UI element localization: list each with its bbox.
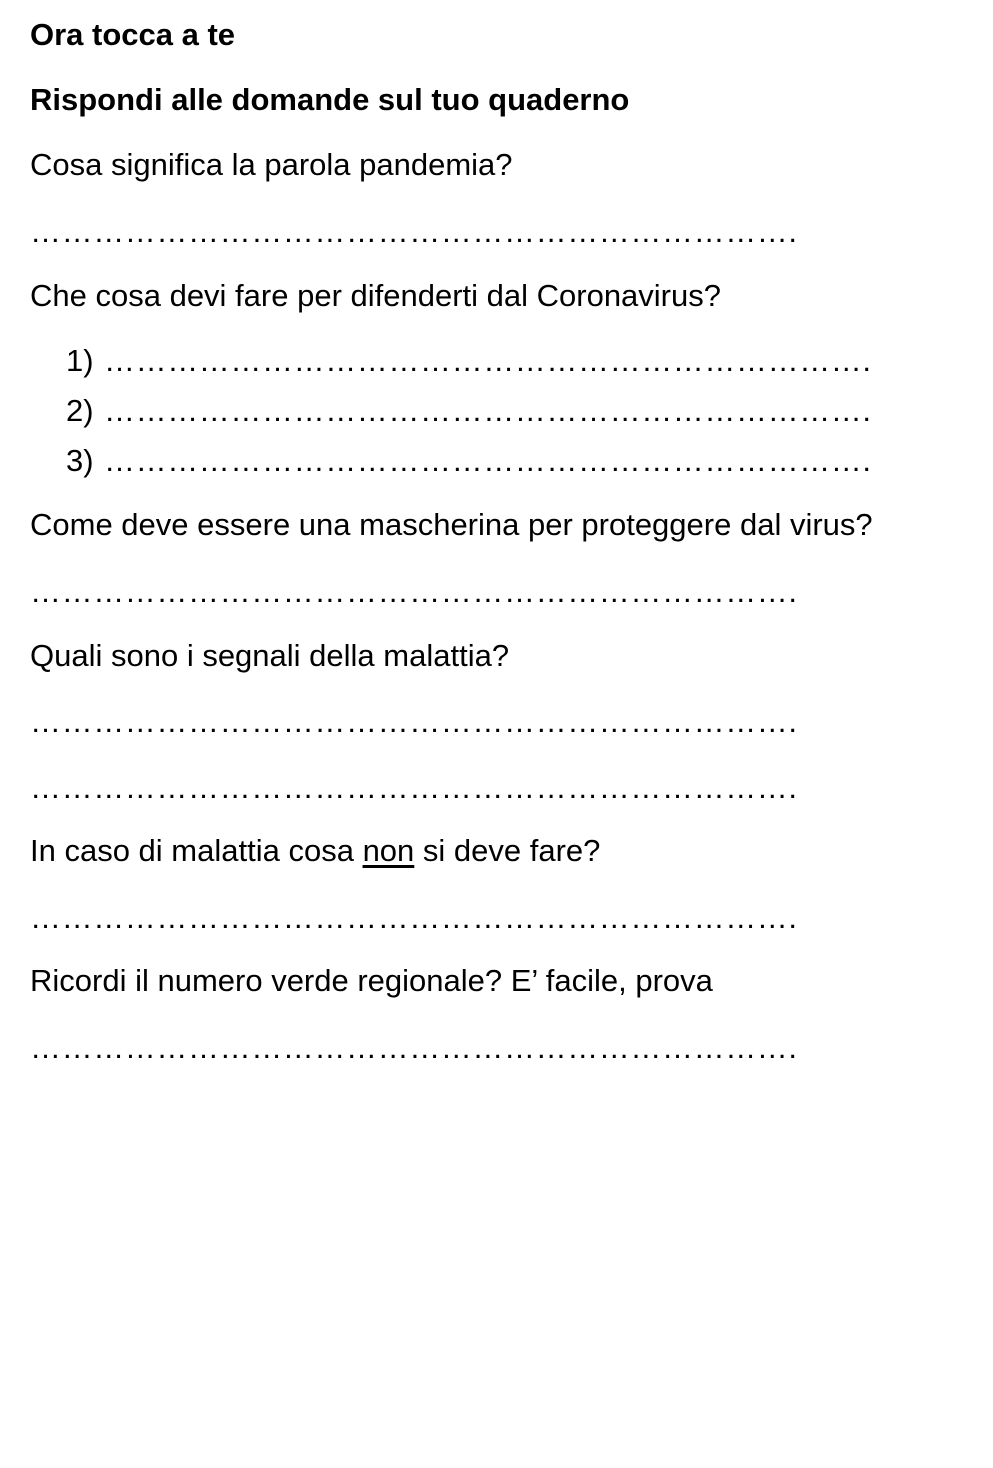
answer-line-item-2: ………………………………………………………………. (104, 393, 872, 428)
answer-item-2 (66, 391, 872, 431)
question-1: Cosa significa la parola pandemia? (30, 147, 513, 182)
question-5-before: In caso di malattia cosa (30, 833, 363, 868)
question-5-after: si deve fare? (414, 833, 601, 868)
question-5-underlined: non (362, 833, 415, 868)
answer-line-1: ………………………………………………………………. (30, 214, 798, 249)
question-2: Che cosa devi fare per difenderti dal Coronavirus? (30, 278, 721, 313)
answer-item-1 (66, 341, 872, 381)
answer-line-6: ………………………………………………………………. (30, 1030, 798, 1065)
question-3: Come deve essere una mascherina per proteggere dal virus? (30, 507, 873, 542)
answer-line-4a: ………………………………………………………………. (30, 704, 798, 739)
item-number: 3) (66, 443, 94, 478)
answer-line-5: ………………………………………………………………. (30, 900, 798, 935)
item-number: 2) (66, 393, 94, 428)
worksheet-heading: Ora tocca a te (30, 17, 236, 52)
item-number: 1) (66, 343, 94, 378)
answer-line-4b: ………………………………………………………………. (30, 770, 798, 805)
question-4: Quali sono i segnali della malattia? (30, 638, 510, 673)
answer-line-item-1: ………………………………………………………………. (104, 343, 872, 378)
answer-line-item-3: ………………………………………………………………. (104, 443, 872, 478)
question-5 (30, 831, 600, 871)
question-6: Ricordi il numero verde regionale? E’ facile, prova (30, 963, 713, 998)
worksheet-instruction: Rispondi alle domande sul tuo quaderno (30, 82, 630, 117)
answer-item-3 (66, 441, 872, 481)
answer-line-3: ………………………………………………………………. (30, 574, 798, 609)
